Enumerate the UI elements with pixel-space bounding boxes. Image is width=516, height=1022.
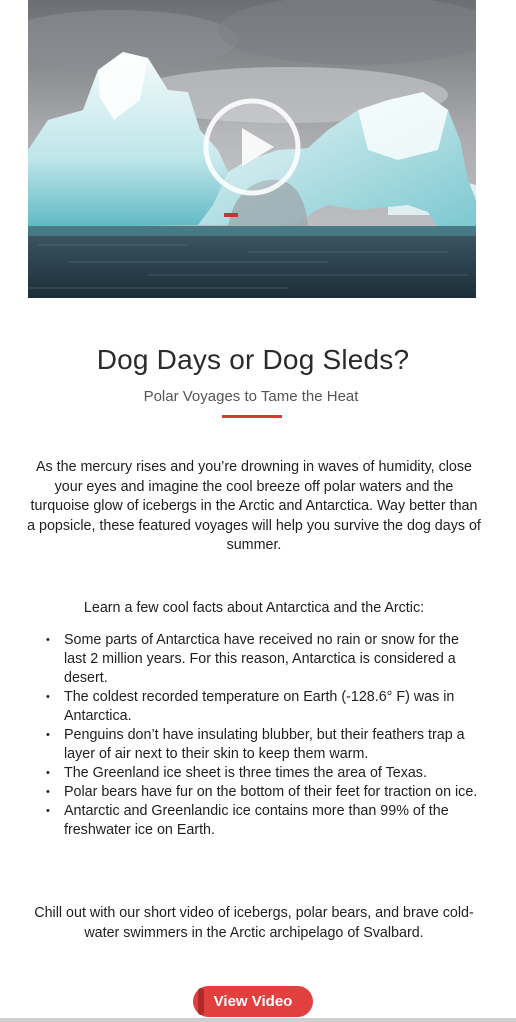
page-title: Dog Days or Dog Sleds? [96, 344, 410, 375]
bullet: • [46, 729, 50, 741]
button-accent [198, 988, 204, 1015]
list-item [44, 631, 484, 688]
fact-text: Penguins don’t have insulating blubber, but their feathers trap a layer of air next to their skin to keep them warm. [64, 727, 465, 762]
play-icon [202, 97, 302, 197]
fact-text: The coldest recorded temperature on Earth (-128.6° F) was in Antarctica. [64, 689, 455, 724]
bullet: • [46, 805, 50, 817]
bullet: • [46, 691, 50, 703]
intro-paragraph: As the mercury rises and you’re drowning in waves of humidity, close your eyes and imagine the cool breeze off polar waters and the turquoise glow of icebergs in the Arctic and Antarctica. Way better than a popsicle, these featured voyages will help you survive the dog days of summer. [27, 459, 481, 553]
list-item [44, 802, 484, 840]
view-video-button[interactable]: View Video [193, 986, 313, 1017]
bullet: • [46, 767, 50, 779]
fact-text: Some parts of Antarctica have received no rain or snow for the last 2 million years. For this reason, Antarctica is considered a desert. [64, 632, 459, 686]
list-item [44, 688, 484, 726]
list-item [44, 783, 484, 802]
title-divider [222, 415, 282, 418]
fact-text: The Greenland ice sheet is three times the area of Texas. [64, 765, 427, 781]
facts-list [44, 631, 484, 840]
list-item [44, 726, 484, 764]
bottom-divider [0, 1018, 516, 1022]
fact-text: Polar bears have fur on the bottom of their feet for traction on ice. [64, 784, 478, 800]
play-button[interactable] [202, 97, 302, 197]
bullet: • [46, 634, 50, 646]
video-thumbnail[interactable] [28, 0, 476, 298]
fact-text: Antarctic and Greenlandic ice contains more than 99% of the freshwater ice on Earth. [64, 803, 449, 838]
facts-intro: Learn a few cool facts about Antarctica and the Arctic: [83, 600, 425, 616]
outro-paragraph: Chill out with our short video of icebergs, polar bears, and brave cold-water swimmers in the Arctic archipelago of Svalbard. [34, 905, 474, 941]
bullet: • [46, 786, 50, 798]
page-subtitle: Polar Voyages to Tame the Heat [143, 388, 359, 405]
list-item [44, 764, 484, 783]
